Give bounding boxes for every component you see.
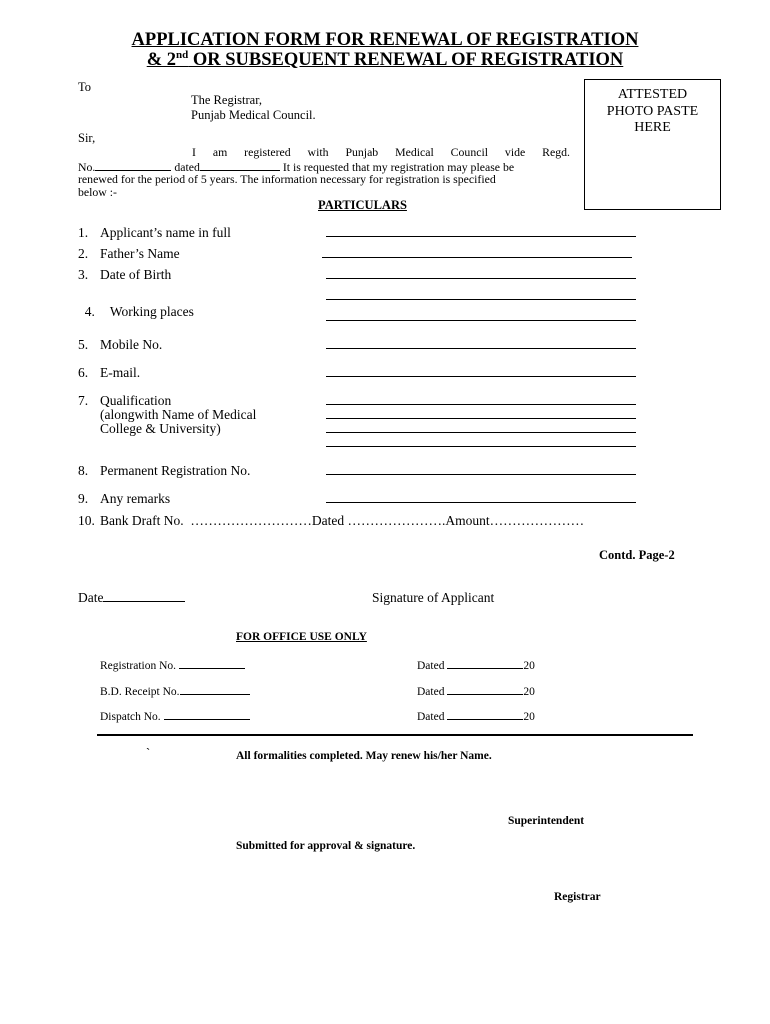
office-dated-label: Dated [417, 686, 448, 698]
any-remarks-line[interactable] [326, 502, 636, 503]
office-dispatch-blank[interactable] [164, 708, 250, 720]
office-year: 20 [523, 686, 535, 698]
signature-label: Signature of Applicant [372, 590, 495, 605]
photo-paste-box[interactable] [584, 79, 721, 210]
qualification-line-1[interactable] [326, 404, 636, 405]
email-line[interactable] [326, 376, 636, 377]
photo-box-line3: HERE [634, 120, 671, 135]
field-bank-draft [78, 513, 584, 529]
registrar-label: Registrar [554, 891, 601, 903]
field-number: 6. [78, 365, 89, 380]
office-registration-dated [417, 657, 535, 672]
dated-blank[interactable] [200, 159, 280, 171]
office-registration-no [100, 657, 245, 672]
field-number: 2. [78, 246, 89, 261]
field-any-remarks [78, 491, 170, 507]
office-dated-blank[interactable] [447, 683, 523, 695]
field-label: Working places [106, 304, 194, 319]
office-dated-blank[interactable] [447, 657, 523, 669]
office-dated-label: Dated [417, 711, 448, 723]
particulars-heading: PARTICULARS [318, 198, 407, 212]
title-superscript: nd [176, 48, 189, 61]
father-name-line[interactable] [322, 257, 632, 258]
body-line2-rest: It is requested that my registration may please be [279, 160, 515, 174]
permanent-reg-line[interactable] [326, 474, 636, 475]
bank-draft-amount-label: Amount [445, 513, 490, 528]
photo-box-line1: ATTESTED [617, 87, 688, 102]
qualification-line-3[interactable] [326, 432, 636, 433]
regd-no-label: No. [78, 160, 96, 174]
applicant-name-line[interactable] [326, 236, 636, 237]
continued-page-note: Contd. Page-2 [599, 548, 675, 562]
stray-mark: ` [146, 746, 151, 760]
submitted-note: Submitted for approval & signature. [236, 840, 416, 852]
field-number: 8. [78, 463, 89, 478]
bank-draft-label: Bank Draft No. [100, 513, 191, 528]
qualification-sub1: (alongwith Name of Medical [100, 407, 257, 422]
regd-no-blank[interactable] [95, 159, 171, 171]
office-bd-receipt-no [100, 683, 250, 698]
qualification-line-4[interactable] [326, 446, 636, 447]
office-use-heading: FOR OFFICE USE ONLY [236, 631, 367, 643]
body-line4: below :- [78, 185, 117, 199]
field-father-name [78, 246, 180, 262]
field-number: 3. [78, 267, 89, 282]
title-line2-prefix: & 2 [146, 50, 176, 70]
office-dispatch-dated [417, 708, 535, 723]
field-number: 10. [78, 513, 95, 528]
field-number: 1. [78, 225, 89, 240]
form-title-line1: APPLICATION FORM FOR RENEWAL OF REGISTRATION [131, 30, 639, 50]
date-of-birth-line[interactable] [326, 278, 636, 279]
field-applicant-name [78, 225, 231, 241]
bank-draft-dated-blank[interactable]: …………………. [347, 513, 446, 528]
field-mobile [78, 337, 162, 353]
field-email [78, 365, 140, 381]
field-date-of-birth [78, 267, 171, 283]
office-bd-receipt-blank[interactable] [180, 683, 250, 695]
bank-draft-no-blank[interactable]: ……………………… [190, 513, 312, 528]
field-number: 4. [84, 304, 95, 319]
bank-draft-dated-label: Dated [311, 513, 348, 528]
qualification-line-2[interactable] [326, 418, 636, 419]
office-year: 20 [523, 660, 535, 672]
working-places-line-1[interactable] [326, 299, 636, 300]
photo-box-line2: PHOTO PASTE [606, 103, 699, 119]
field-label: Applicant’s name in full [100, 225, 231, 240]
office-bd-receipt-dated [417, 683, 535, 698]
body-line1: I am registered with Punjab Medical Council vide Regd. [192, 145, 570, 159]
bank-draft-amount-blank[interactable]: ………………… [489, 513, 585, 528]
field-number: 7. [78, 393, 89, 408]
field-label: Father’s Name [100, 246, 180, 261]
office-dated-label: Dated [417, 660, 448, 672]
field-label: Qualification [100, 393, 172, 408]
field-label: E-mail. [100, 365, 141, 380]
title-line2-rest: OR SUBSEQUENT RENEWAL OF REGISTRATION [188, 50, 624, 70]
field-label: Date of Birth [100, 267, 172, 282]
field-number: 9. [78, 491, 89, 506]
mobile-line[interactable] [326, 348, 636, 349]
salutation: Sir, [78, 131, 96, 145]
office-row-label: Registration No. [100, 660, 179, 672]
body-line3: renewed for the period of 5 years. The information necessary for registration is specified [78, 172, 496, 186]
field-number: 5. [78, 337, 89, 352]
dated-label: dated [171, 160, 200, 174]
office-year: 20 [523, 711, 535, 723]
working-places-line-2[interactable] [326, 320, 636, 321]
date-label: Date [78, 590, 104, 605]
address-council: Punjab Medical Council. [191, 108, 316, 122]
date-blank[interactable] [103, 590, 185, 602]
field-working-places [78, 288, 194, 320]
form-title-line2 [0, 50, 770, 70]
office-row-label: B.D. Receipt No. [100, 686, 180, 698]
field-permanent-reg [78, 463, 250, 479]
office-divider [97, 734, 693, 736]
office-dated-blank[interactable] [447, 708, 523, 720]
address-to: To [78, 80, 92, 94]
address-registrar: The Registrar, [191, 93, 263, 107]
field-label: Permanent Registration No. [100, 463, 251, 478]
qualification-sub2: College & University) [100, 421, 221, 436]
formalities-note: All formalities completed. May renew his/her Name. [236, 750, 492, 762]
superintendent-label: Superintendent [508, 815, 585, 827]
field-label: Mobile No. [100, 337, 163, 352]
office-row-label: Dispatch No. [100, 711, 164, 723]
office-registration-blank[interactable] [179, 657, 245, 669]
office-dispatch-no [100, 708, 250, 723]
field-label: Any remarks [100, 491, 171, 506]
date-field [78, 590, 185, 606]
